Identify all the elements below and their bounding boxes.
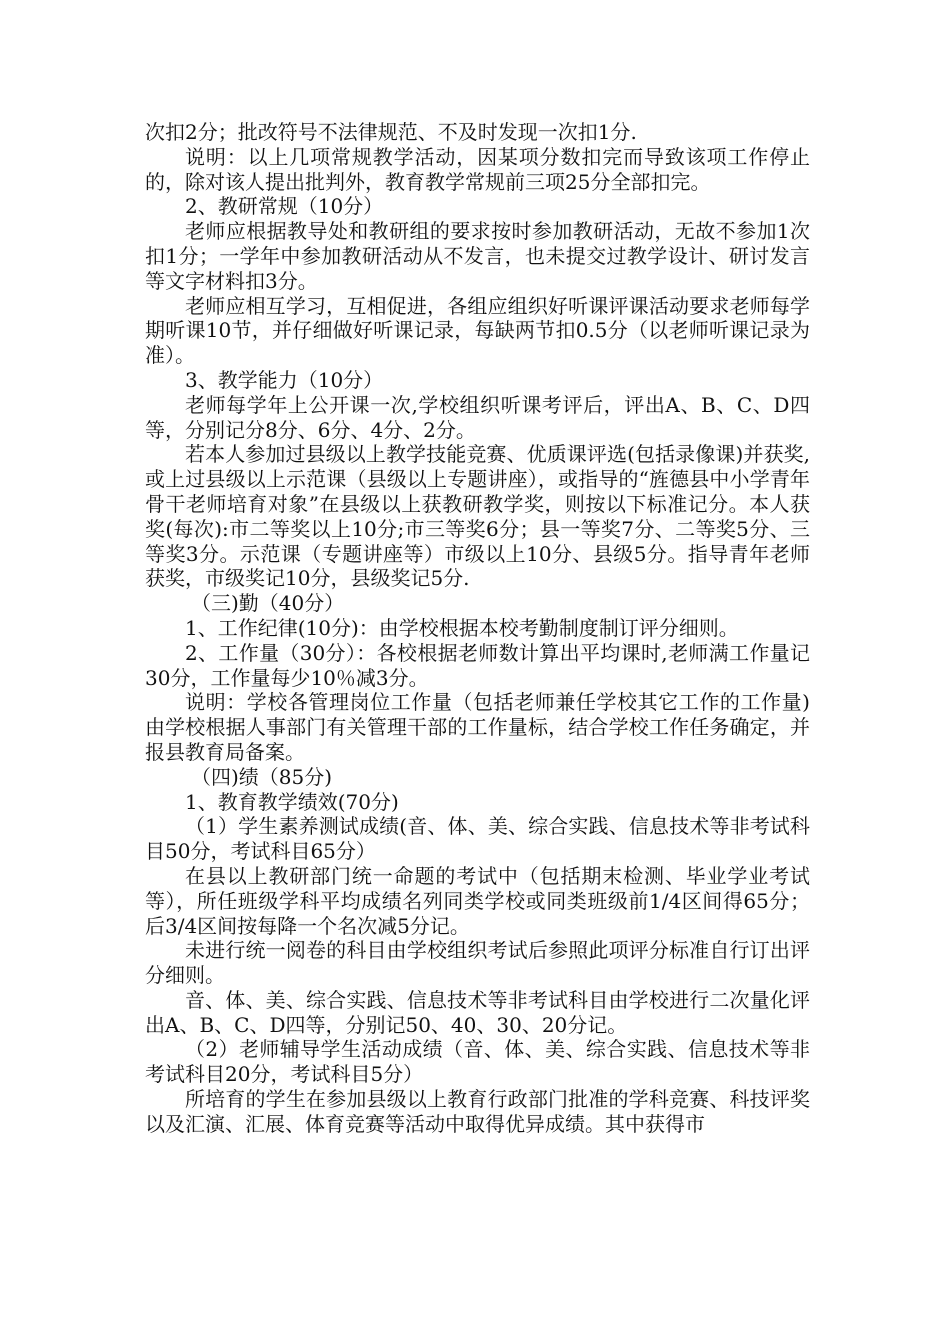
paragraph-unified-exam: 在县以上教研部门统一命题的考试中（包括期末检测、毕业学业考试等），所任班级学科平均成绩名列同类学校或同类班级前1/4区间得65分；后3/4区间按每降一个名次减5分记。 bbox=[145, 863, 810, 938]
paragraph-non-unified-exam: 未进行统一阅卷的科目由学校组织考试后参照此项评分标准自行订出评分细则。 bbox=[145, 938, 810, 988]
heading-research-routine: 2、教研常规（10分） bbox=[185, 194, 384, 219]
paragraph-student-literacy: （1）学生素养测试成绩(音、体、美、综合实践、信息技术等非考试科目50分，考试科目65分） bbox=[145, 814, 810, 864]
document-page bbox=[145, 120, 810, 1137]
paragraph-lesson-observation: 老师应相互学习，互相促进，各组应组织好听课评课活动要求老师每学期听课10节，并仔细做好听课记录，每缺两节扣0.5分（以老师听课记录为准）。 bbox=[145, 293, 810, 368]
paragraph-coaching-results: （2）老师辅导学生活动成绩（音、体、美、综合实践、信息技术等非考试科目20分，考试科目5分） bbox=[145, 1037, 810, 1087]
paragraph-note-workload: 说明：学校各管理岗位工作量（包括老师兼任学校其它工作的工作量)由学校根据人事部门有关管理干部的工作量标，结合学校工作任务确定，并报县教育局备案。 bbox=[145, 690, 810, 764]
paragraph-research-attendance: 老师应根据教导处和教研组的要求按时参加教研活动，无故不参加1次扣1分；一学年中参加教研活动从不发言，也未提交过教学设计、研讨发言等文字材料扣3分。 bbox=[145, 219, 810, 293]
heading-teaching-ability: 3、教学能力（10分） bbox=[185, 367, 384, 392]
paragraph-non-exam-subjects: 音、体、美、综合实践、信息技术等非考试科目由学校进行二次量化评出A、B、C、D四等，分别记50、40、30、20分记。 bbox=[145, 987, 810, 1037]
paragraph-open-class: 老师每学年上公开课一次,学校组织听课考评后，评出A、B、C、D四等，分别记分8分、6分、4分、2分。 bbox=[145, 392, 810, 442]
paragraph-student-competitions: 所培育的学生在参加县级以上教育行政部门批准的学科竞赛、科技评奖以及汇演、汇展、体育竞赛等活动中取得优异成绩。其中获得市 bbox=[145, 1087, 810, 1136]
paragraph-awards: 若本人参加过县级以上教学技能竞赛、优质课评选(包括录像课)并获奖,或上过县级以上示范课（县级以上专题讲座），或指导的“旌德县中小学青年骨干老师培育对象”在县级以上获教研教学奖，则按以下标准记分。本人获奖(每次):市二等奖以上10分;市三等奖6分；县一等奖7分、二等奖5分、三等奖3分。示范课（专题讲座等）市级以上10分、县级5分。指导青年老师获奖，市级奖记10分，县级奖记5分. bbox=[145, 442, 810, 591]
heading-teaching-performance: 1、教育教学绩效(70分) bbox=[185, 789, 399, 814]
paragraph-deduction-continuation: 次扣2分；批改符号不法律规范、不及时发现一次扣1分. bbox=[145, 120, 637, 144]
paragraph-note-routine: 说明：以上几项常规教学活动，因某项分数扣完而导致该项工作停止的，除对该人提出批判外，教育教学常规前三项25分全部扣完。 bbox=[145, 144, 810, 194]
section-diligence: （三)勤（40分） bbox=[191, 591, 345, 616]
paragraph-workload: 2、工作量（30分）：各校根据老师数计算出平均课时,老师满工作量记30分，工作量每少10％减3分。 bbox=[145, 640, 810, 690]
paragraph-work-discipline: 1、工作纪律(10分)：由学校根据本校考勤制度制订评分细则。 bbox=[185, 615, 739, 640]
section-performance: （四)绩（85分) bbox=[191, 764, 333, 789]
